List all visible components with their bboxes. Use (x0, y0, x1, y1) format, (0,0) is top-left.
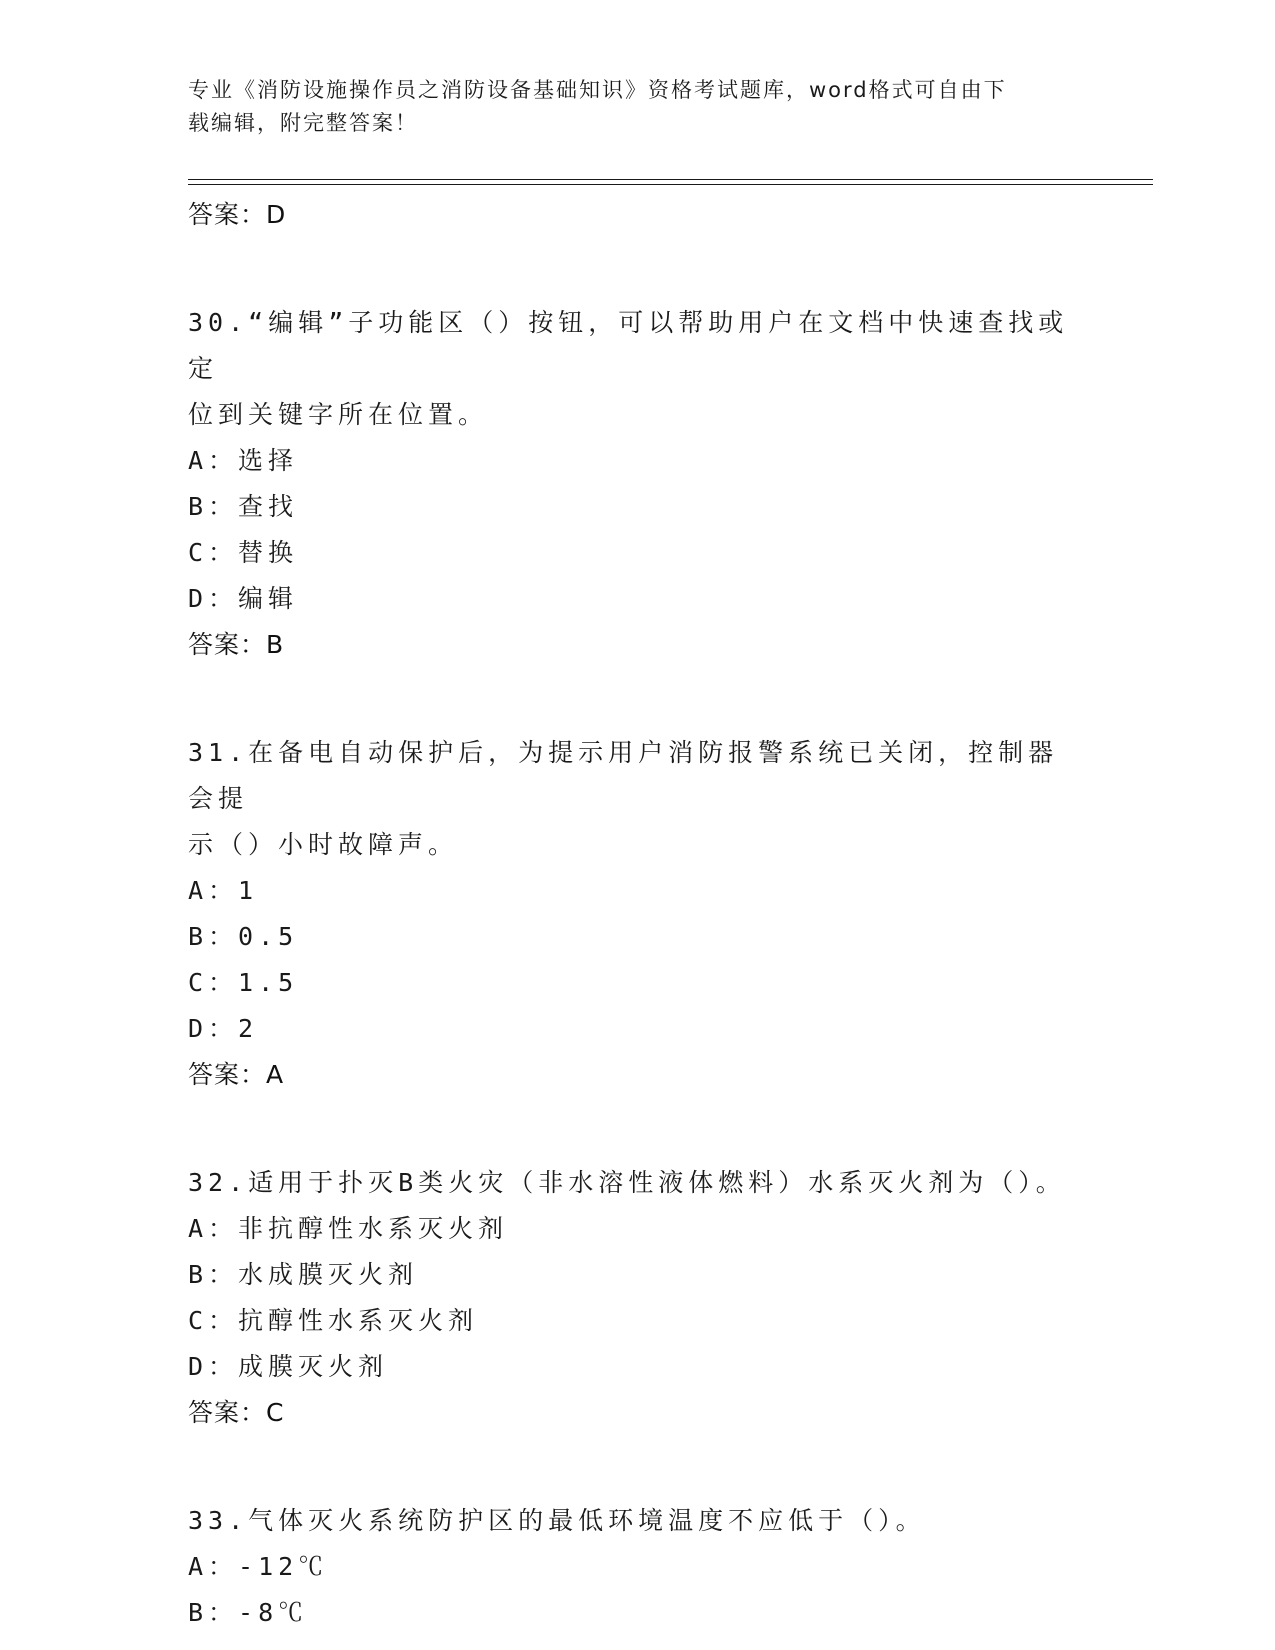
option-d: D：成膜灭火剂 (188, 1352, 389, 1381)
question-text: 33.气体灭火系统防护区的最低环境温度不应低于（）。 (188, 1506, 926, 1535)
option-b: B：0.5 (188, 922, 299, 951)
header-line-1: 专业《消防设施操作员之消防设备基础知识》资格考试题库，word格式可自由下 (188, 78, 1007, 102)
option-c: C：抗醇性水系灭火剂 (188, 1306, 479, 1335)
answer-line: 答案：B (188, 630, 285, 659)
option-c: C：替换 (188, 538, 299, 567)
question-text: 31.在备电自动保护后，为提示用户消防报警系统已关闭，控制器会提 示（）小时故障声。 (188, 738, 1059, 859)
header-divider-bottom (188, 184, 1153, 185)
page-header (188, 74, 1088, 140)
question-list (188, 192, 1088, 1636)
option-b: B：查找 (188, 492, 299, 521)
option-b: B：水成膜灭火剂 (188, 1260, 419, 1289)
option-d: D：2 (188, 1014, 259, 1043)
option-d: D：编辑 (188, 584, 299, 613)
question-item (188, 1160, 1088, 1436)
option-a: A：1 (188, 876, 259, 905)
question-item (188, 1498, 1088, 1636)
question-item (188, 300, 1088, 668)
option-a: A：选择 (188, 446, 299, 475)
option-b: B：-8℃ (188, 1598, 309, 1627)
option-c: C：1.5 (188, 968, 299, 997)
header-divider-top (188, 179, 1153, 180)
question-text: 32.适用于扑灭B类火灾（非水溶性液体燃料）水系灭火剂为（）。 (188, 1168, 1066, 1197)
answer-line: 答案：D (188, 200, 287, 229)
answer-line: 答案：C (188, 1398, 285, 1427)
option-a: A：非抗醇性水系灭火剂 (188, 1214, 509, 1243)
header-line-2: 载编辑，附完整答案！ (188, 111, 418, 135)
question-text: 30.“编辑”子功能区（）按钮，可以帮助用户在文档中快速查找或定 位到关键字所在位置。 (188, 308, 1069, 429)
question-item (188, 730, 1088, 1098)
answer-line: 答案：A (188, 1060, 285, 1089)
option-a: A：-12℃ (188, 1552, 329, 1581)
